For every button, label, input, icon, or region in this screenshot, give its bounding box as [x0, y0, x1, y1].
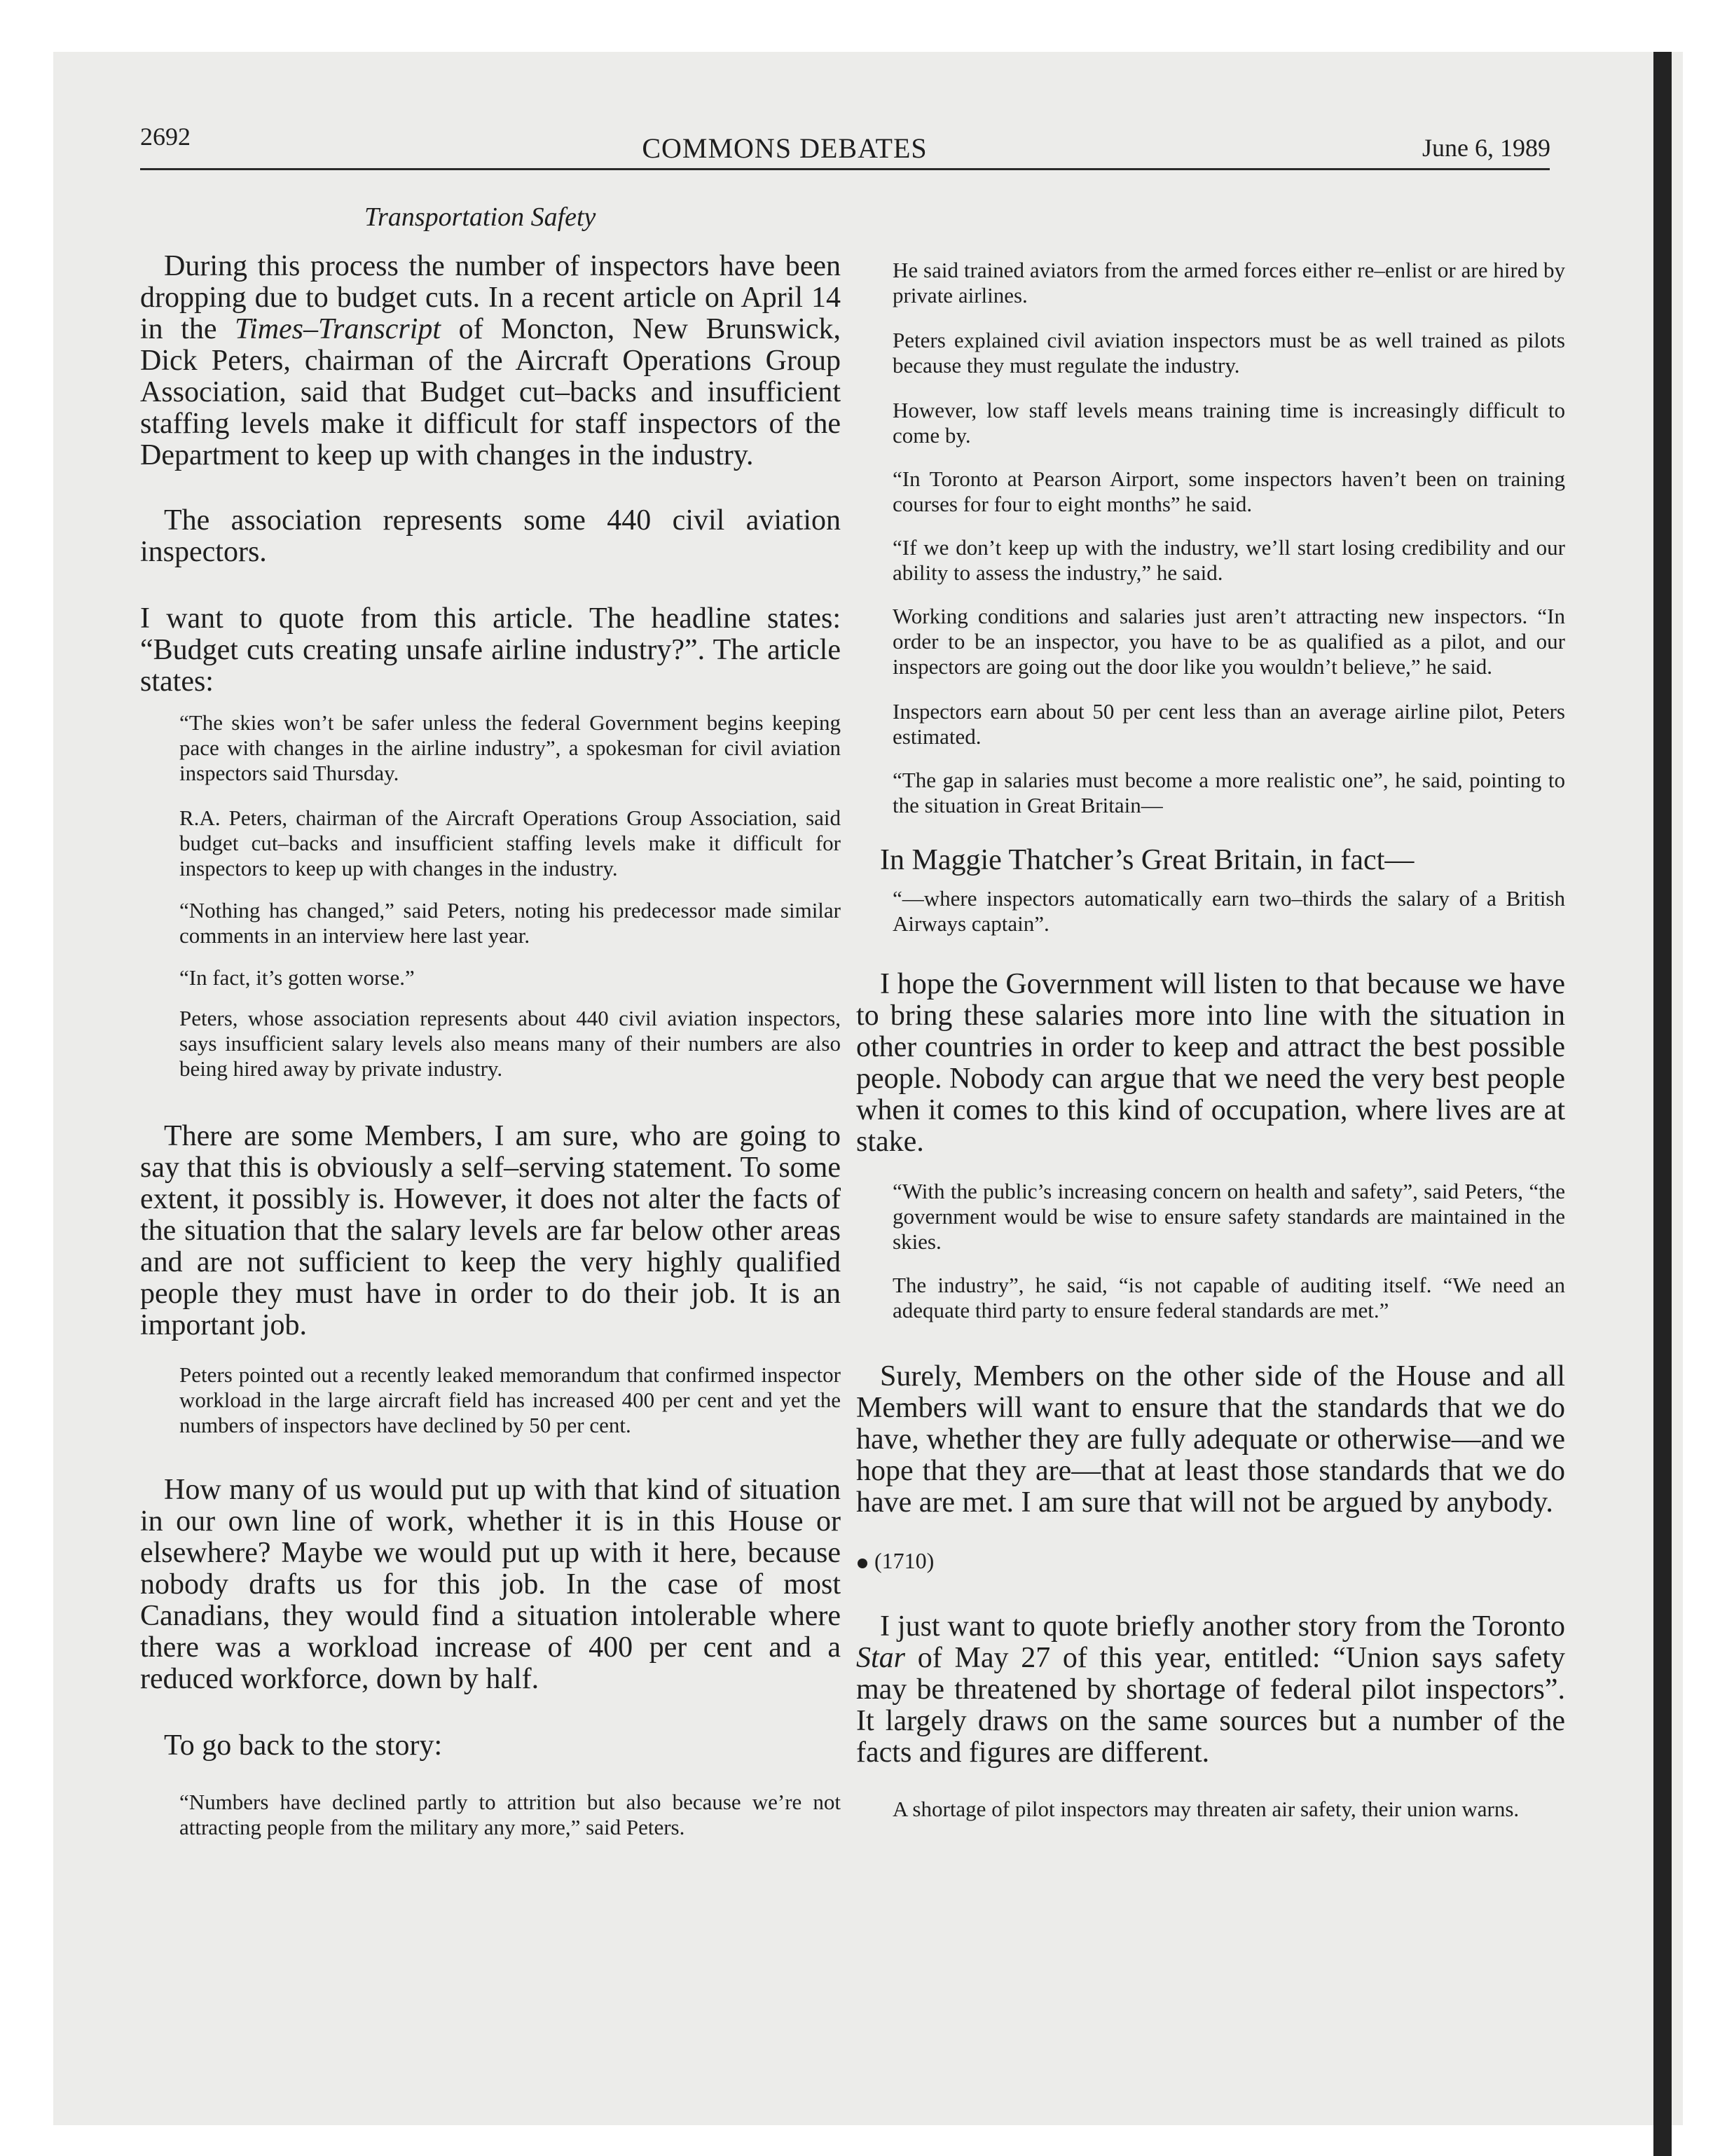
quoted-paragraph: “Numbers have declined partly to attrition but also because we’re not attracting people from the military any more,” said Peters.: [179, 1790, 841, 1839]
quoted-paragraph: “The gap in salaries must become a more realistic one”, he said, pointing to the situation in Great Britain—: [893, 768, 1565, 817]
quoted-paragraph: “In fact, it’s gotten worse.”: [179, 965, 415, 990]
header-rule: [140, 168, 1550, 170]
speech-paragraph: During this process the number of inspectors have been dropping due to budget cuts. In a recent article on April 14 in the Times–Transcript of Moncton, New Brunswick, Dick Peters, chairman of the Aircraft Operations Group Association, said that Budget cut–backs and insufficient staffing levels make it difficult for staff inspectors of the Department to keep up with changes in the industry.: [140, 250, 841, 471]
publication-title: COMMONS DEBATES: [642, 132, 928, 164]
section-title: Transportation Safety: [364, 202, 596, 232]
speech-paragraph: Surely, Members on the other side of the House and all Members will want to ensure that the standards that we do have, whether they are fully adequate or otherwise—and we hope that they are—that at least those standards that we do have are met. I am sure that will not be argued by anybody.: [856, 1360, 1565, 1519]
quoted-paragraph: R.A. Peters, chairman of the Aircraft Operations Group Association, said budget cut–backs and insufficient staffing levels make it difficult for inspectors to keep up with changes in the industry.: [179, 806, 841, 880]
quoted-paragraph: A shortage of pilot inspectors may threaten air safety, their union warns.: [893, 1797, 1520, 1821]
quoted-paragraph: Peters explained civil aviation inspectors must be as well trained as pilots because they must regulate the industry.: [893, 328, 1565, 378]
publication-name: Times–Transcript: [234, 313, 441, 345]
page-date: June 6, 1989: [1422, 134, 1550, 162]
quoted-paragraph: “The skies won’t be safer unless the federal Government begins keeping pace with changes in the airline industry”, a spokesman for civil aviation inspectors said Thursday.: [179, 710, 841, 785]
time-marker-label: (1710): [874, 1548, 935, 1573]
speech-paragraph: How many of us would put up with that kind of situation in our own line of work, whether it is in this House or elsewhere? Maybe we would put up with it here, because nobody drafts us for this job. In the case of most Canadians, they would find a situation intolerable where there was a workload increase of 400 per cent and a reduced workforce, down by half.: [140, 1474, 841, 1695]
scan-edge-bar: [1653, 52, 1672, 2156]
quoted-paragraph: Peters, whose association represents about 440 civil aviation inspectors, says insufficient salary levels also means many of their numbers are also being hired away by private industry.: [179, 1006, 841, 1081]
quoted-paragraph: “With the public’s increasing concern on health and safety”, said Peters, “the government would be wise to ensure safety standards are maintained in the skies.: [893, 1179, 1565, 1254]
speech-paragraph: I want to quote from this article. The headline states: “Budget cuts creating unsafe airline industry?”. The article states:: [140, 602, 841, 698]
quoted-paragraph: Peters pointed out a recently leaked memorandum that confirmed inspector workload in the large aircraft field has increased 400 per cent and yet the numbers of inspectors have declined by 50 per cent.: [179, 1362, 841, 1437]
quoted-paragraph: The industry”, he said, “is not capable of auditing itself. “We need an adequate third party to ensure federal standards are met.”: [893, 1273, 1565, 1322]
speech-paragraph: To go back to the story:: [164, 1729, 443, 1762]
quoted-paragraph: Inspectors earn about 50 per cent less than an average airline pilot, Peters estimated.: [893, 699, 1565, 749]
publication-name: Star: [856, 1642, 906, 1674]
speech-paragraph: In Maggie Thatcher’s Great Britain, in fact—: [880, 844, 1415, 876]
quoted-paragraph: “—where inspectors automatically earn two–thirds the salary of a British Airways captain”.: [893, 886, 1565, 936]
right-column: [856, 258, 1565, 1822]
speech-paragraph: I hope the Government will listen to that because we have to bring these salaries more into line with the situation in other countries in order to keep and attract the best possible people. Nobody can argue that we need the very best people when it comes to this kind of occupation, where lives are at stake.: [856, 968, 1565, 1158]
quoted-paragraph: However, low staff levels means training time is increasingly difficult to come by.: [893, 398, 1565, 448]
speech-paragraph: The association represents some 440 civil aviation inspectors.: [140, 504, 841, 568]
quoted-paragraph: “In Toronto at Pearson Airport, some inspectors haven’t been on training courses for four to eight months” he said.: [893, 467, 1565, 516]
quoted-paragraph: “If we don’t keep up with the industry, we’ll start losing credibility and our ability to assess the industry,” he said.: [893, 535, 1565, 585]
quoted-paragraph: “Nothing has changed,” said Peters, noting his predecessor made similar comments in an interview here last year.: [179, 898, 841, 948]
time-marker: [856, 1548, 1565, 1573]
page-number: 2692: [140, 123, 191, 151]
left-column: [140, 251, 841, 1840]
quoted-paragraph: Working conditions and salaries just aren’t attracting new inspectors. “In order to be an inspector, you have to be as qualified as a pilot, and our inspectors are going out the door like you wouldn’t believe,” he said.: [893, 604, 1565, 679]
speech-paragraph: I just want to quote briefly another story from the Toronto Star of May 27 of this year, entitled: “Union says safety may be threatened by shortage of federal pilot inspectors”. It largely draws on the same sources but a number of the facts and figures are different.: [856, 1610, 1565, 1769]
bullet-icon: [858, 1559, 867, 1568]
quoted-paragraph: He said trained aviators from the armed forces either re–enlist or are hired by private airlines.: [893, 258, 1565, 307]
speech-paragraph: There are some Members, I am sure, who are going to say that this is obviously a self–serving statement. To some extent, it possibly is. However, it does not alter the facts of the situation that the salary levels are far below other areas and are not sufficient to keep the very highly qualified people they must have in order to do their job. It is an important job.: [140, 1120, 841, 1341]
